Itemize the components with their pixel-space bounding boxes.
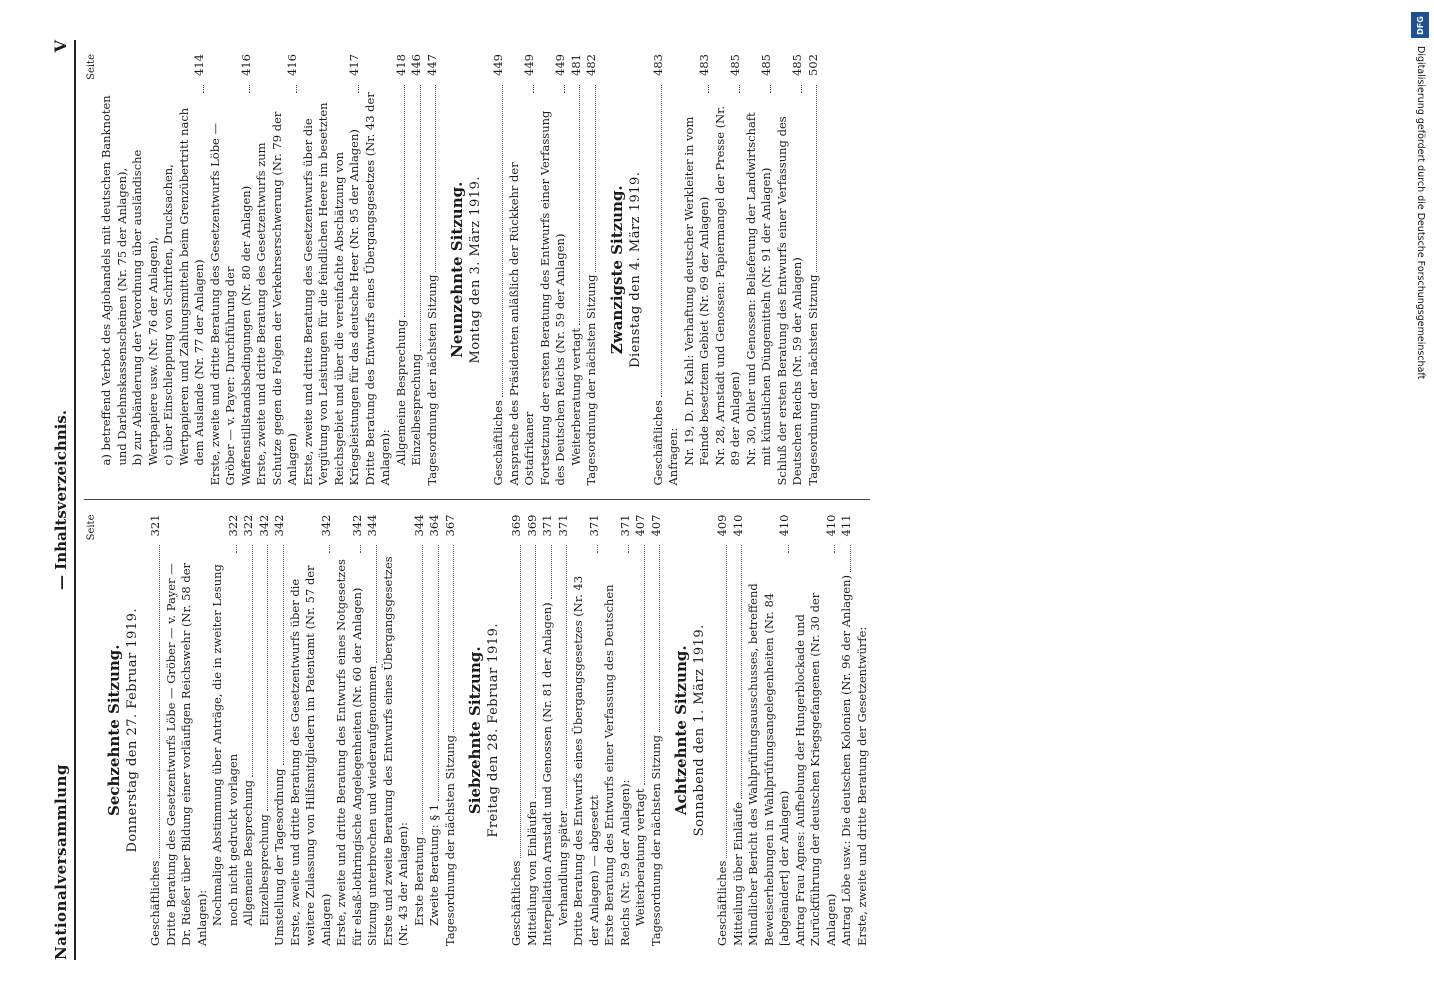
leader-dots xyxy=(533,85,534,93)
toc-entry xyxy=(682,54,713,486)
toc-page-number: 485 xyxy=(790,54,804,76)
toc-entry xyxy=(525,515,541,947)
toc-entry xyxy=(507,54,538,486)
running-header xyxy=(44,40,76,960)
leader-dots xyxy=(159,546,160,858)
leader-dots xyxy=(296,85,297,93)
toc-entry-text: Geschäftliches xyxy=(491,400,505,486)
toc-page-number: 449 xyxy=(553,54,567,76)
toc-entry xyxy=(556,515,572,947)
toc-entry-text: Schluß der ersten Beratung des Entwurfs einer Verfassung des Deutschen Reichs (Nr. 59 der Anlagen) xyxy=(774,116,804,486)
toc-page-number: 342 xyxy=(272,514,286,537)
header-subtitle: — Inhaltsverzeichnis. xyxy=(52,409,70,591)
toc-entry-text: Nochmalige Abstimmung über Anträge, die in zweiter Lesung noch nicht gedruckt vorlagen xyxy=(210,564,240,926)
leader-dots xyxy=(834,546,835,554)
leader-dots xyxy=(579,85,580,325)
session-title: Neunzehnte Sitzung. xyxy=(448,181,466,358)
session-title: Siebzehnte Sitzung. xyxy=(466,646,484,815)
toc-page-number: 483 xyxy=(650,54,665,76)
toc-entry-text: Tagesordnung der nächsten Sitzung xyxy=(805,274,820,486)
toc-entry-text: Tagesordnung der nächsten Sitzung xyxy=(424,274,439,486)
leader-dots xyxy=(358,85,359,93)
toc-page-number: 321 xyxy=(148,514,162,537)
toc-entry xyxy=(666,54,682,486)
page-number: V xyxy=(51,40,70,53)
leader-dots xyxy=(404,85,405,317)
toc-page-number: 371 xyxy=(617,514,632,537)
toc-entry-text: Einzelbesprechung xyxy=(409,353,423,466)
toc-entry-text: Geschäftliches xyxy=(509,860,523,946)
toc-entry xyxy=(427,515,443,947)
toc-entry-text: Erste, zweite und dritte Beratung der Gesetzentwürfe: xyxy=(854,626,869,946)
leader-dots xyxy=(376,546,377,663)
toc-entry xyxy=(394,54,410,486)
toc-entry xyxy=(257,515,273,947)
toc-entry xyxy=(409,54,425,486)
toc-entry xyxy=(272,515,288,947)
toc-entry xyxy=(731,515,747,947)
toc-page-number: 482 xyxy=(584,54,598,76)
toc-entry-text: Allgemeine Besprechung xyxy=(393,319,408,466)
toc-entry xyxy=(584,54,600,486)
toc-entry-text: Anfragen: xyxy=(666,427,680,486)
toc-entry xyxy=(381,515,412,947)
toc-entry-text: Weiterberatung vertagt xyxy=(633,788,647,926)
session-date: Freitag den 28. Februar 1919. xyxy=(486,622,501,838)
session-date: Dienstag den 4. März 1919. xyxy=(627,171,643,368)
toc-entry-text: Geschäftliches xyxy=(650,400,665,486)
toc-page-number: 449 xyxy=(522,54,536,76)
toc-entry xyxy=(254,54,301,486)
leader-dots xyxy=(741,546,742,800)
toc-page-number: 502 xyxy=(805,54,820,76)
leader-dots xyxy=(770,85,771,93)
toc-entry xyxy=(99,54,130,486)
leader-dots xyxy=(435,85,436,272)
toc-entry xyxy=(161,54,208,486)
dfg-logo: DFG xyxy=(1411,12,1429,38)
session-date: Donnerstag den 27. Februar 1919. xyxy=(125,607,140,853)
toc-entry-text: Verhandlung später xyxy=(555,810,570,926)
leader-dots xyxy=(788,546,789,554)
toc-entry xyxy=(602,515,633,947)
toc-entry xyxy=(288,515,335,947)
toc-entry xyxy=(443,515,459,947)
leader-dots xyxy=(203,85,204,93)
toc-entry-text: Antrag Löbe usw.: Die deutschen Kolonien (Nr. 96 der Anlagen) xyxy=(839,575,853,946)
session-date: Montag den 3. März 1919. xyxy=(468,176,483,364)
toc-page-number: 344 xyxy=(411,514,426,537)
toc-entry-text: a) betreffend Verbot des Agiohandels mit deutschen Banknoten und Darlehnskassenscheinen (Nr. 75 der Anlagen), xyxy=(99,95,129,466)
leader-dots xyxy=(661,85,662,397)
toc-page-number: 407 xyxy=(633,514,647,537)
toc-entry-text: Erste Beratung xyxy=(411,836,426,926)
toc-entry-text: Weiterberatung vertagt xyxy=(568,327,583,466)
toc-entry-text: Interpellation Arnstadt und Genossen (Nr. 81 der Anlagen) xyxy=(540,602,554,946)
toc-entry xyxy=(412,515,428,947)
session-title: Zwanzigste Sitzung. xyxy=(607,185,626,355)
seite-label: Seite xyxy=(86,514,97,541)
toc-page-number: 485 xyxy=(728,54,742,76)
leader-dots xyxy=(438,546,439,801)
leader-dots xyxy=(502,85,503,397)
digitization-credit xyxy=(1408,12,1432,982)
toc-entry xyxy=(715,515,731,947)
leader-dots xyxy=(597,546,598,554)
toc-entry-text: Erste Beratung des Entwurfs einer Verfassung des Deutschen Reichs (Nr. 59 der Anlagen): xyxy=(602,584,632,946)
session-title: Achtzehnte Sitzung. xyxy=(672,645,690,816)
toc-entry-text: b) zur Abänderung der Verordnung über ausländische Wertpapiere usw. (Nr. 76 der Anlagen), xyxy=(130,149,160,466)
toc-entry xyxy=(744,54,775,486)
toc-entry-text: Mündlicher Bericht des Wahlprüfungsausschusses, betreffend Beweiserhebungen in Wahlprüfungsangelegenheiten (Nr. 84 [abgeändert] der Anlagen) xyxy=(746,583,791,946)
toc-entry-text: Einzelbesprechung xyxy=(256,814,271,926)
leader-dots xyxy=(628,546,629,554)
toc-entry-text: Erste, zweite und dritte Beratung des Gesetzentwurfs über die weitere Zulassung von Hilfsmitgliedern im Patentamt (Nr. 57 der Anlagen) xyxy=(287,565,333,946)
toc-entry xyxy=(571,515,602,947)
header-title: Nationalversammlung xyxy=(52,764,70,960)
toc-entry-text: Erste, zweite und dritte Beratung des Gesetzentwurfs zum Schutze gegen die Folgen der Verkehrserschwerung (Nr. 79 der Anlagen) xyxy=(254,111,299,486)
toc-entry xyxy=(210,515,241,947)
credit-text: Digitalisierung gefördert durch die Deutsche Forschungsgemeinschaft xyxy=(1415,46,1426,380)
toc-entry-text: Mitteilung von Einläufen xyxy=(524,800,539,946)
leader-dots xyxy=(420,85,421,351)
toc-entry-text: Nr. 30, Ohler und Genossen: Belieferung der Landwirtschaft mit künstlichen Düngemitteln (Nr. 91 der Anlagen) xyxy=(743,112,773,466)
toc-entry-text: Zweite Beratung: § 1 xyxy=(427,803,441,926)
toc-page-number: 369 xyxy=(524,514,539,537)
toc-entry xyxy=(130,54,161,486)
toc-page-number: 416 xyxy=(238,54,253,76)
toc-entry-text: Erste und zweite Beratung des Entwurfs eines Übergangsgesetzes (Nr. 43 der Anlagen): xyxy=(380,556,410,946)
toc-entry-text: Erste, zweite und dritte Beratung des Gesetzentwurfs über die Vergütung von Leistungen für die feindlichen Heere im besetzten Reichsgebiet und über die vereinfachte Abschätzung von Kriegsleistungen für das deutsche Heer (Nr. 95 der Anlagen) xyxy=(300,102,361,486)
toc-page-number: 322 xyxy=(225,514,240,537)
leader-dots xyxy=(236,546,237,554)
toc-entry-text: Mitteilung über Einläufe xyxy=(730,802,745,946)
toc-entry xyxy=(775,54,806,486)
toc-entry xyxy=(746,515,793,947)
toc-page-number: 410 xyxy=(777,514,791,537)
toc-entry xyxy=(569,54,585,486)
toc-page-number: 411 xyxy=(839,514,853,537)
toc-page-number: 416 xyxy=(285,54,299,76)
leader-dots xyxy=(252,546,253,778)
toc-page-number: 417 xyxy=(347,54,361,76)
toc-entry-text: Dritte Beratung des Entwurfs eines Übergangsgesetzes (Nr. 43 der Anlagen): xyxy=(362,92,392,486)
toc-page-number: 447 xyxy=(424,54,439,76)
toc-entry-text: Tagesordnung der nächsten Sitzung xyxy=(584,274,598,486)
toc-entry xyxy=(806,54,822,486)
toc-entry-text: Umstellung der Tagesordnung xyxy=(272,768,286,946)
toc-entry-text: c) über Einschleppung von Schriften, Drucksachen, Wertpapieren und Zahlungsmitteln beim Grenzübertritt nach dem Auslande (Nr. 77 der Anlagen) xyxy=(161,107,206,466)
toc-page-number: 481 xyxy=(568,54,583,76)
toc-page-number: 449 xyxy=(491,54,505,76)
toc-page-number: 409 xyxy=(715,514,729,537)
toc-page-number: 483 xyxy=(697,54,711,76)
toc-entry xyxy=(425,54,441,486)
leader-dots xyxy=(267,546,268,812)
leader-dots xyxy=(816,85,817,272)
toc-page-number: 418 xyxy=(393,54,408,76)
toc-entry-text: Tagesordnung der nächsten Sitzung xyxy=(442,735,457,946)
toc-entry xyxy=(301,54,363,486)
toc-entry-text: Nr. 19, D. Dr. Kahl: Verhaftung deutscher Werkleiter in vom Feinde besetztem Gebiet (Nr. 69 der Anlagen) xyxy=(681,116,711,466)
toc-page-number: 410 xyxy=(823,514,838,537)
toc-page-number: 371 xyxy=(586,514,601,537)
toc-entry-text: Sitzung unterbrochen und wiederaufgenommen xyxy=(365,665,379,946)
leader-dots xyxy=(801,85,802,93)
toc-entry xyxy=(855,515,871,947)
leader-dots xyxy=(249,85,250,93)
toc-entry xyxy=(633,515,649,947)
leader-dots xyxy=(535,546,536,798)
toc-entry-text: Erste, zweite und dritte Beratung des Entwurfs eines Notgesetzes für elsaß-lothringische Angelegenheiten (Nr. 60 der Anlagen) xyxy=(334,559,364,946)
seite-label: Seite xyxy=(86,54,97,80)
toc-page-number: 414 xyxy=(192,54,206,76)
toc-page-number: 342 xyxy=(256,514,271,537)
toc-entry xyxy=(334,515,365,947)
leader-dots xyxy=(708,85,709,93)
toc-entry-text: Erste, zweite und dritte Beratung des Gesetzentwurfs Löbe — Gröber — v. Payer: Durchführung der Waffenstillstandsbedingungen (Nr. 80 der Anlagen) xyxy=(207,122,253,486)
leader-dots xyxy=(566,546,567,808)
leader-dots xyxy=(739,85,740,93)
leader-dots xyxy=(850,546,851,573)
leader-dots xyxy=(659,546,660,733)
toc-entry xyxy=(538,54,569,486)
toc-entry-text: Geschäftliches xyxy=(148,860,162,946)
leader-dots xyxy=(595,85,596,272)
toc-entry xyxy=(363,54,394,486)
toc-entry xyxy=(509,515,525,947)
toc-page-number: 407 xyxy=(648,514,663,537)
toc-page-number: 371 xyxy=(540,514,554,537)
left-column xyxy=(84,501,870,961)
leader-dots xyxy=(564,85,565,93)
session-title: Sechzehnte Sitzung. xyxy=(105,644,123,816)
leader-dots xyxy=(453,546,454,733)
leader-dots xyxy=(726,546,727,858)
toc-page-number: 410 xyxy=(730,514,745,537)
leader-dots xyxy=(520,546,521,858)
toc-entry-text: Dritte Beratung des Entwurfs eines Übergangsgesetzes (Nr. 43 der Anlagen) — abgesetzt xyxy=(571,575,601,946)
toc-entry xyxy=(793,515,840,947)
leader-dots xyxy=(644,546,645,786)
toc-entry xyxy=(540,515,556,947)
toc-entry xyxy=(713,54,744,486)
toc-entry xyxy=(365,515,381,947)
toc-entry xyxy=(491,54,507,486)
leader-dots xyxy=(422,546,423,834)
toc-entry-text: Antrag Frau Agnes: Aufhebung der Hungerblockade und Zurückführung der deutschen Kriegsgefangenen (Nr. 30 der Anlagen) xyxy=(792,592,838,946)
toc-page-number: 322 xyxy=(241,514,255,537)
toc-page-number: 369 xyxy=(509,514,523,537)
toc-page-number: 371 xyxy=(555,514,570,537)
toc-entry-text: Ansprache des Präsidenten anläßlich der Rückkehr der Ostafrikaner xyxy=(506,162,536,486)
toc-page-number: 485 xyxy=(759,54,773,76)
leader-dots xyxy=(329,546,330,554)
toc-entry-text: Tagesordnung der nächsten Sitzung xyxy=(648,735,663,946)
toc-entry xyxy=(839,515,855,947)
toc-entry xyxy=(148,515,164,947)
leader-dots xyxy=(551,546,552,600)
toc-entry-text: Fortsetzung der ersten Beratung des Entwurfs einer Verfassung des Deutschen Reichs (Nr. 59 der Anlagen) xyxy=(537,110,567,486)
toc-entry-text: Geschäftliches xyxy=(715,860,729,946)
right-column xyxy=(84,40,870,501)
toc-page-number: 342 xyxy=(318,514,333,537)
toc-page-number: 367 xyxy=(442,514,457,537)
toc-entry xyxy=(164,515,211,947)
leader-dots xyxy=(283,546,284,766)
toc-entry-text: Allgemeine Besprechung xyxy=(241,780,255,926)
session-date: Sonnabend den 1. März 1919. xyxy=(692,624,707,837)
toc-entry xyxy=(651,54,667,486)
toc-entry xyxy=(241,515,257,947)
toc-entry xyxy=(649,515,665,947)
toc-entry-text: Dritte Beratung des Gesetzentwurfs Löbe — Gröber — v. Payer — Dr. Rießer über Bildung einer vorläufigen Reichswehr (Nr. 58 der Anlagen): xyxy=(163,562,209,946)
toc-page-number: 446 xyxy=(409,54,423,76)
toc-entry xyxy=(208,54,255,486)
toc-page-number: 342 xyxy=(349,514,364,537)
toc-page-number: 344 xyxy=(365,514,379,537)
toc-page-number: 364 xyxy=(427,514,441,537)
toc-entry-text: Nr. 28, Arnstadt und Genossen: Papiermangel der Presse (Nr. 89 der Anlagen) xyxy=(712,105,742,466)
leader-dots xyxy=(360,546,361,554)
